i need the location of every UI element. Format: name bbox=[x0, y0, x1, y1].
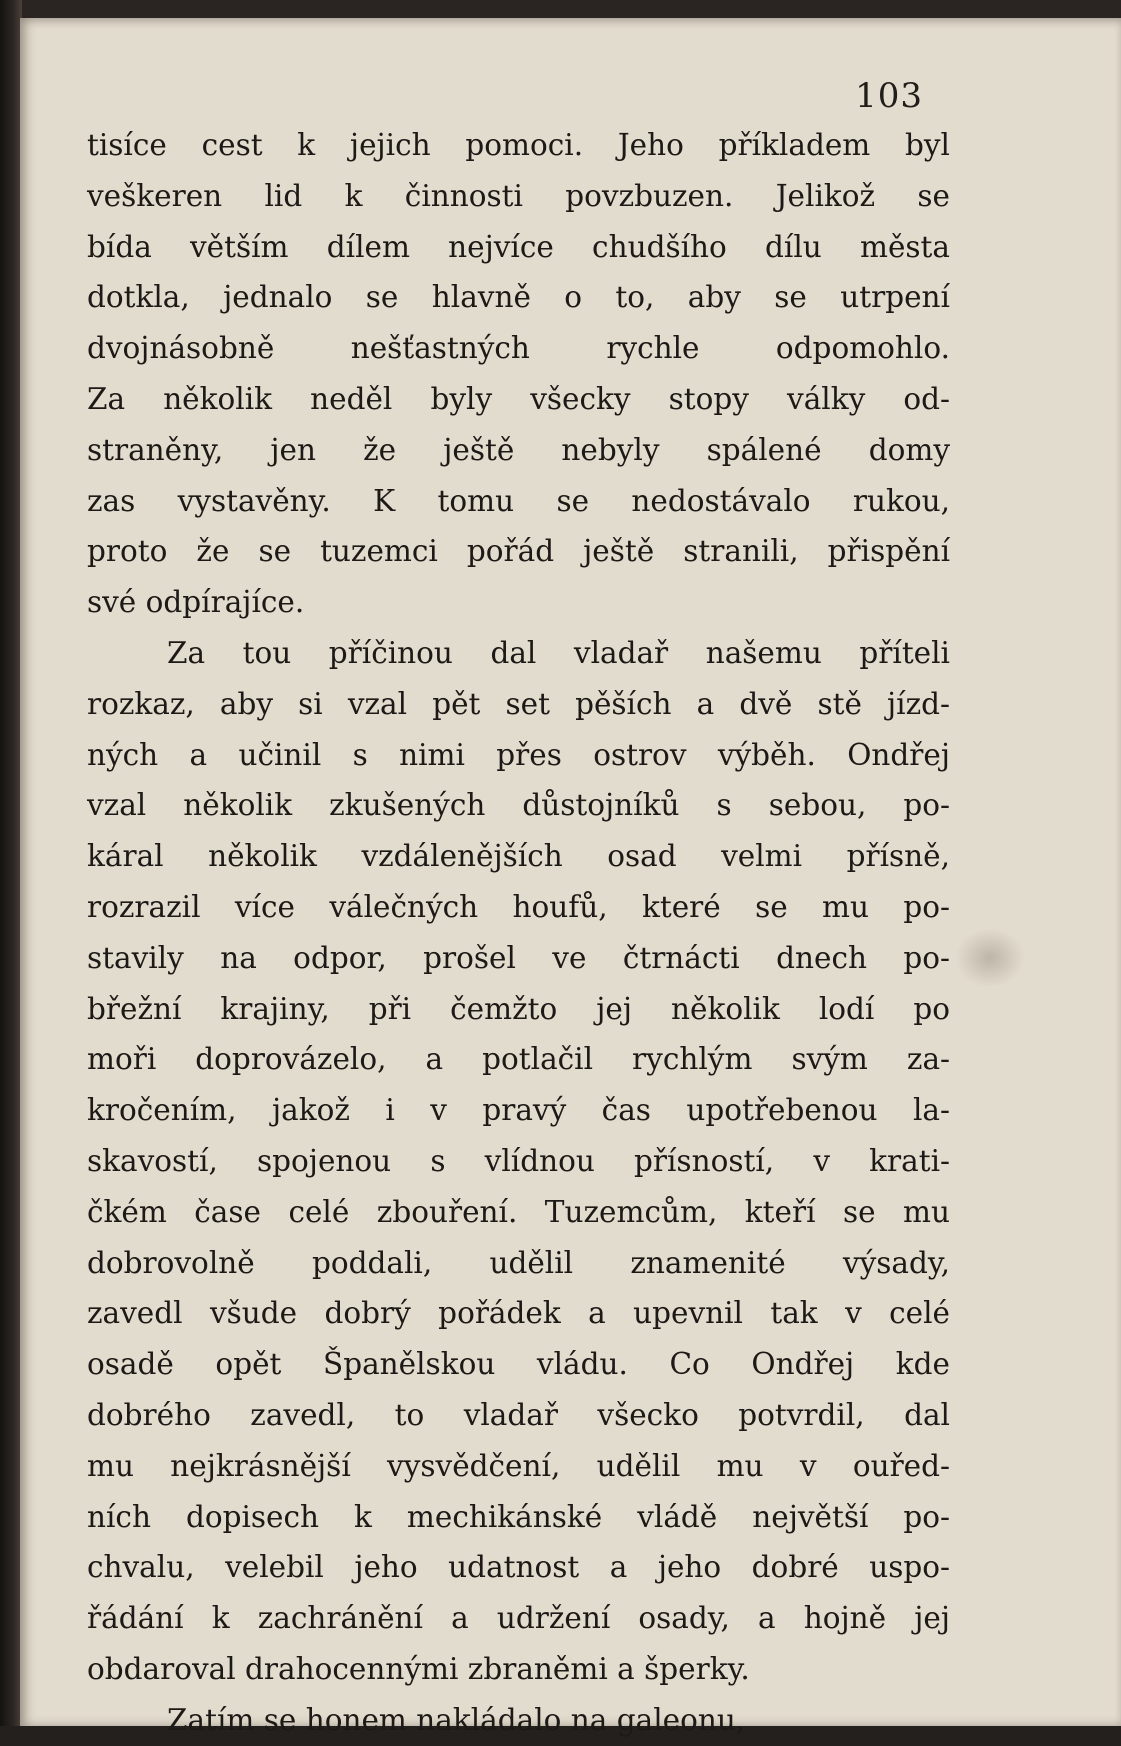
text-line: dvojnásobně nešťastných rychle odpomohlo. bbox=[87, 331, 950, 366]
text-line: straněny, jen že ještě nebyly spálené domy bbox=[87, 432, 950, 467]
text-line: dotkla, jednalo se hlavně o to, aby se utrpení bbox=[87, 280, 950, 315]
page-number: 103 bbox=[855, 76, 923, 116]
text-line: mu nejkrásnější vysvědčení, udělil mu v ouřed- bbox=[87, 1448, 950, 1483]
text-line: bída větším dílem nejvíce chudšího dílu města bbox=[87, 229, 950, 264]
text-line: břežní krajiny, při čemžto jej několik lodí po bbox=[87, 991, 950, 1026]
text-line: zavedl všude dobrý pořádek a upevnil tak v celé bbox=[87, 1296, 950, 1331]
text-line: zas vystavěny. K tomu se nedostávalo rukou, bbox=[87, 483, 950, 518]
paragraph-start-line: Za tou příčinou dal vladař našemu příteli bbox=[167, 635, 950, 670]
text-line: moři doprovázelo, a potlačil rychlým svým za- bbox=[87, 1042, 950, 1077]
text-line: Za několik neděl byly všecky stopy války od- bbox=[87, 381, 950, 416]
text-line: káral několik vzdálenějších osad velmi přísně, bbox=[87, 839, 950, 874]
text-line: rozkaz, aby si vzal pět set pěších a dvě stě jízd- bbox=[87, 686, 950, 721]
text-line: kročením, jakož i v pravý čas upotřebenou la- bbox=[87, 1093, 950, 1128]
text-line: své odpírajíce. bbox=[87, 585, 305, 620]
paper-stain bbox=[955, 928, 1025, 988]
text-line: dobrovolně poddali, udělil znamenité výsady, bbox=[87, 1245, 950, 1280]
text-line: ných a učinil s nimi přes ostrov výběh. Ondřej bbox=[87, 737, 950, 772]
text-line: veškeren lid k činnosti povzbuzen. Jelikož se bbox=[87, 178, 950, 213]
text-line: vzal několik zkušených důstojníků s sebou, po- bbox=[87, 788, 950, 823]
paragraph-start-line: Zatím se honem nakládalo na galeonu, bbox=[167, 1702, 746, 1737]
text-line: osadě opět Španělskou vládu. Co Ondřej kde bbox=[87, 1347, 950, 1382]
text-line: chvalu, velebil jeho udatnost a jeho dobré uspo- bbox=[87, 1550, 950, 1585]
text-line: rozrazil více válečných houfů, které se mu po- bbox=[87, 889, 950, 924]
text-line: tisíce cest k jejich pomoci. Jeho příkladem byl bbox=[87, 128, 950, 162]
text-line: stavily na odpor, prošel ve čtrnácti dnech po- bbox=[87, 940, 950, 975]
text-line: ních dopisech k mechikánské vládě největší po- bbox=[87, 1499, 950, 1534]
text-line: čkém čase celé zbouření. Tuzemcům, kteří se mu bbox=[87, 1194, 950, 1229]
book-page bbox=[20, 18, 1121, 1737]
body-text bbox=[87, 120, 950, 1746]
text-line: dobrého zavedl, to vladař všecko potvrdil, dal bbox=[87, 1397, 950, 1432]
book-binding-edge bbox=[0, 0, 22, 1726]
text-line: skavostí, spojenou s vlídnou přísností, v krati- bbox=[87, 1143, 950, 1178]
text-line: proto že se tuzemci pořád ještě stranili, přispění bbox=[87, 534, 950, 569]
text-line: obdaroval drahocennými zbraněmi a šperky. bbox=[87, 1651, 750, 1686]
text-line: řádání k zachránění a udržení osady, a hojně jej bbox=[87, 1601, 950, 1636]
